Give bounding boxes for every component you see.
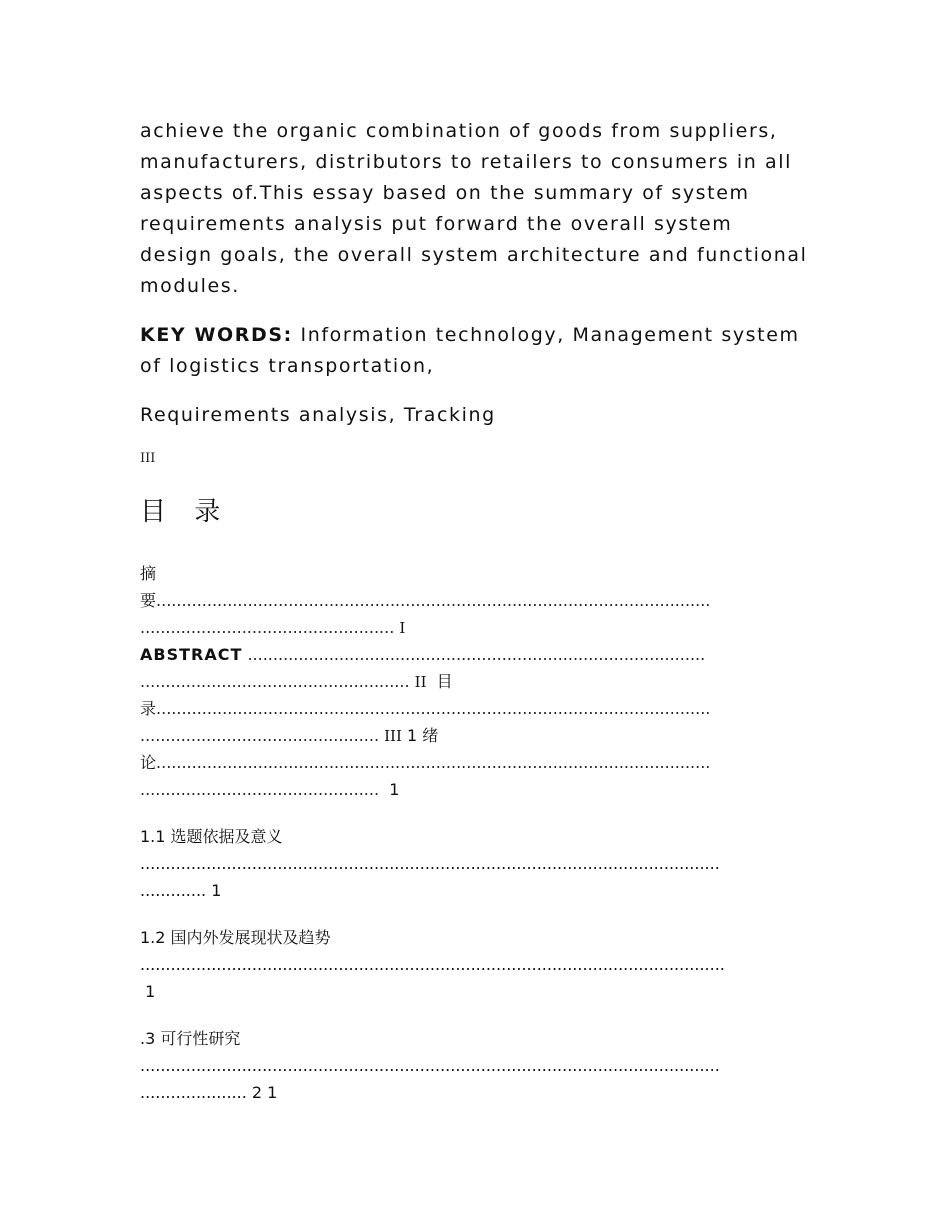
toc-zhaiyao-page: I bbox=[399, 619, 406, 637]
toc-line bbox=[140, 641, 820, 668]
toc-title: 目 录 bbox=[140, 497, 231, 527]
toc-leader-dots: ..................... bbox=[140, 1083, 252, 1102]
toc-ch1-number: 1 bbox=[407, 726, 418, 745]
toc-section-1-3-title: .3 可行性研究 bbox=[140, 1029, 241, 1048]
toc-line bbox=[140, 776, 820, 803]
keywords-label: KEY WORDS: bbox=[140, 324, 293, 346]
toc-abstract-page: II bbox=[414, 673, 427, 691]
toc-line bbox=[140, 749, 820, 776]
toc-zhaiyao-char2: 要 bbox=[140, 591, 157, 610]
toc-line bbox=[140, 1079, 820, 1106]
toc-line bbox=[140, 614, 820, 641]
toc-leader-dots: ............................................... bbox=[140, 726, 385, 745]
keywords-continuation: Requirements analysis, Tracking bbox=[140, 404, 496, 426]
keywords-paragraph bbox=[140, 320, 820, 382]
toc-leader-dots: ..................................................... bbox=[140, 672, 415, 691]
toc-line bbox=[140, 560, 820, 587]
toc-leader-dots: ............................................................................................................. bbox=[156, 753, 711, 772]
toc-leader-dots: .................................................................................................................. bbox=[140, 854, 720, 873]
toc-leader-dots: .................................................................................................................. bbox=[140, 1056, 720, 1075]
toc-section-1-1-page: 1 bbox=[211, 881, 222, 900]
toc-line bbox=[140, 978, 820, 1005]
toc-mulu-page: III bbox=[384, 727, 402, 745]
toc-leader-dots: ................................................................................................................... bbox=[140, 955, 725, 974]
toc-mulu-char2: 录 bbox=[140, 699, 157, 718]
toc-leader-dots: ............................................... bbox=[140, 780, 390, 799]
toc-ch1-char1: 绪 bbox=[422, 726, 439, 745]
toc-section-1-3-page: 2 1 bbox=[251, 1083, 278, 1102]
toc-abstract-label: ABSTRACT bbox=[140, 645, 243, 664]
document-page bbox=[140, 116, 820, 1106]
toc-mulu-char1: 目 bbox=[436, 672, 453, 691]
table-of-contents bbox=[140, 560, 820, 1106]
toc-line bbox=[140, 877, 820, 904]
abstract-continuation: achieve the organic combination of goods from suppliers, manufacturers, distributors to retailers to consumers in all aspects of.This essay based on the summary of system requirements analysis put forward the overall system design goals, the overall system architecture and functional modules. bbox=[140, 120, 808, 297]
toc-line bbox=[140, 668, 820, 695]
toc-leader-dots: ............................................................................................................. bbox=[156, 591, 711, 610]
toc-section-1-2-title: 1.2 国内外发展现状及趋势 bbox=[140, 928, 331, 947]
toc-leader-dots: .......................................................................................... bbox=[242, 645, 706, 664]
toc-section-1-2-page: 1 bbox=[145, 982, 156, 1001]
page-number: III bbox=[140, 451, 156, 466]
keywords-text: Information technology, Management system of logistics transportation, bbox=[140, 324, 800, 377]
toc-line bbox=[140, 587, 820, 614]
toc-zhaiyao-char1: 摘 bbox=[140, 564, 157, 583]
toc-ch1-page: 1 bbox=[389, 780, 400, 799]
toc-leader-dots: .................................................. bbox=[140, 618, 400, 637]
toc-leader-dots: ............................................................................................................. bbox=[156, 699, 711, 718]
toc-ch1-char2: 论 bbox=[140, 753, 157, 772]
toc-leader-dots: ............. bbox=[140, 881, 212, 900]
toc-section-1-1-title: 1.1 选题依据及意义 bbox=[140, 827, 283, 846]
toc-line bbox=[140, 695, 820, 722]
toc-line bbox=[140, 722, 820, 749]
